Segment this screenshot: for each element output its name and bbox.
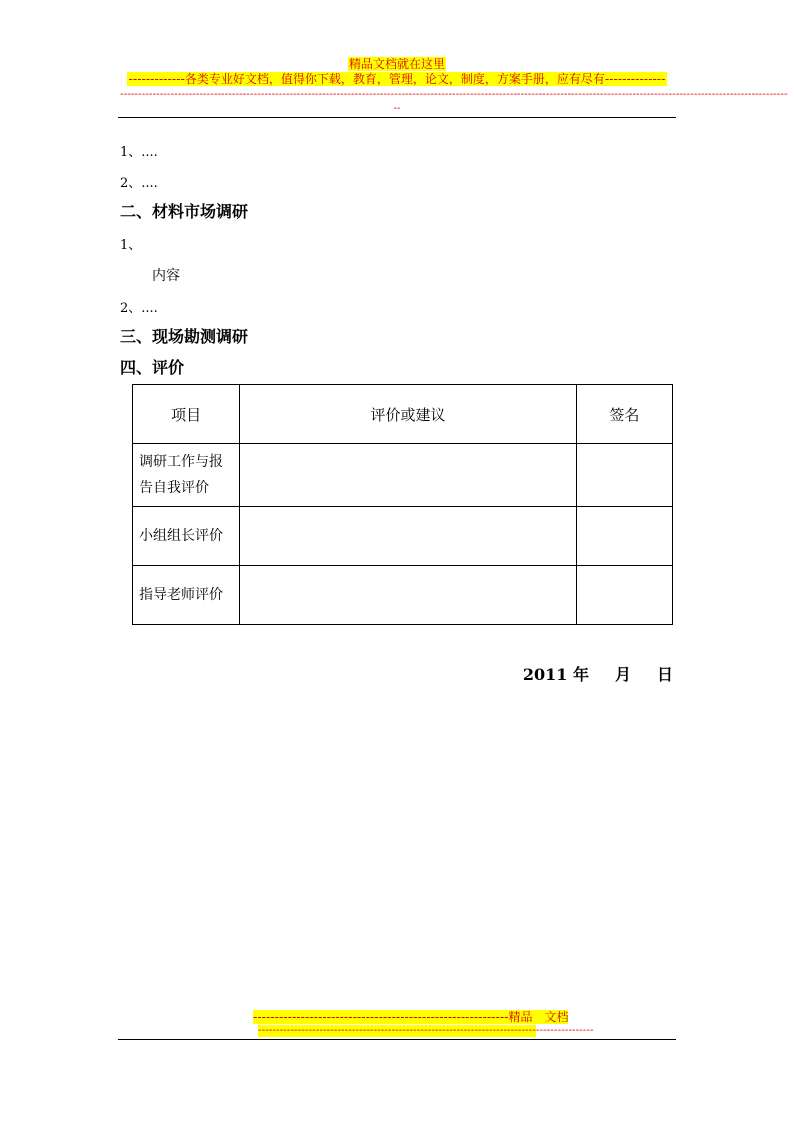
footer-line-1: -----------------------------------------------------------精品 文档 (253, 1010, 569, 1024)
section-heading-evaluation: 四、评价 (120, 358, 185, 377)
date-month-unit: 月 (614, 665, 631, 684)
header-cell-item: 项目 (133, 385, 240, 444)
table-row (133, 566, 673, 625)
table-row (133, 507, 673, 566)
footer-line-2: --------------------------------------------------------------------------------------------- (258, 1025, 594, 1036)
evaluation-table (132, 384, 673, 625)
header-tagline: -------------各类专业好文档，值得你下载，教育，管理，论文，制度，方案手册，应有尽有-------------- (128, 72, 666, 86)
footer-rule (118, 1039, 676, 1040)
header-title: 精品文档就在这里 (348, 57, 445, 71)
row-label-group-leader: 小组组长评价 (133, 507, 240, 566)
header-cell-comment: 评价或建议 (240, 385, 577, 444)
row-label-self-eval: 调研工作与报 告自我评价 (133, 444, 240, 507)
signature-cell[interactable] (576, 507, 672, 566)
comment-cell[interactable] (240, 566, 577, 625)
s2-list-item-2: 2、.... (120, 301, 158, 316)
header-rule (118, 117, 676, 118)
table-header-row (133, 385, 673, 444)
s2-list-item-1: 1、 (120, 238, 142, 253)
section-heading-materials: 二、材料市场调研 (120, 202, 249, 221)
header-dash-tail: -- (393, 103, 401, 114)
date-year: 2011 (522, 665, 568, 684)
comment-cell[interactable] (240, 507, 577, 566)
table-row (133, 444, 673, 507)
row-label-instructor: 指导老师评价 (133, 566, 240, 625)
list-item-1: 1、.... (120, 145, 158, 160)
header-dash-line: ----------------------------------------------------------------------------------------------------------------------------------------------------------------------------------------- (120, 89, 788, 100)
s2-content: 内容 (152, 268, 180, 284)
date-year-unit: 年 (572, 665, 589, 684)
date-line (523, 662, 673, 685)
section-heading-site-survey: 三、现场勘测调研 (120, 327, 249, 346)
signature-cell[interactable] (576, 444, 672, 507)
date-day-unit: 日 (656, 665, 673, 684)
header-cell-signature: 签名 (576, 385, 672, 444)
comment-cell[interactable] (240, 444, 577, 507)
list-item-2: 2、.... (120, 176, 158, 191)
signature-cell[interactable] (576, 566, 672, 625)
